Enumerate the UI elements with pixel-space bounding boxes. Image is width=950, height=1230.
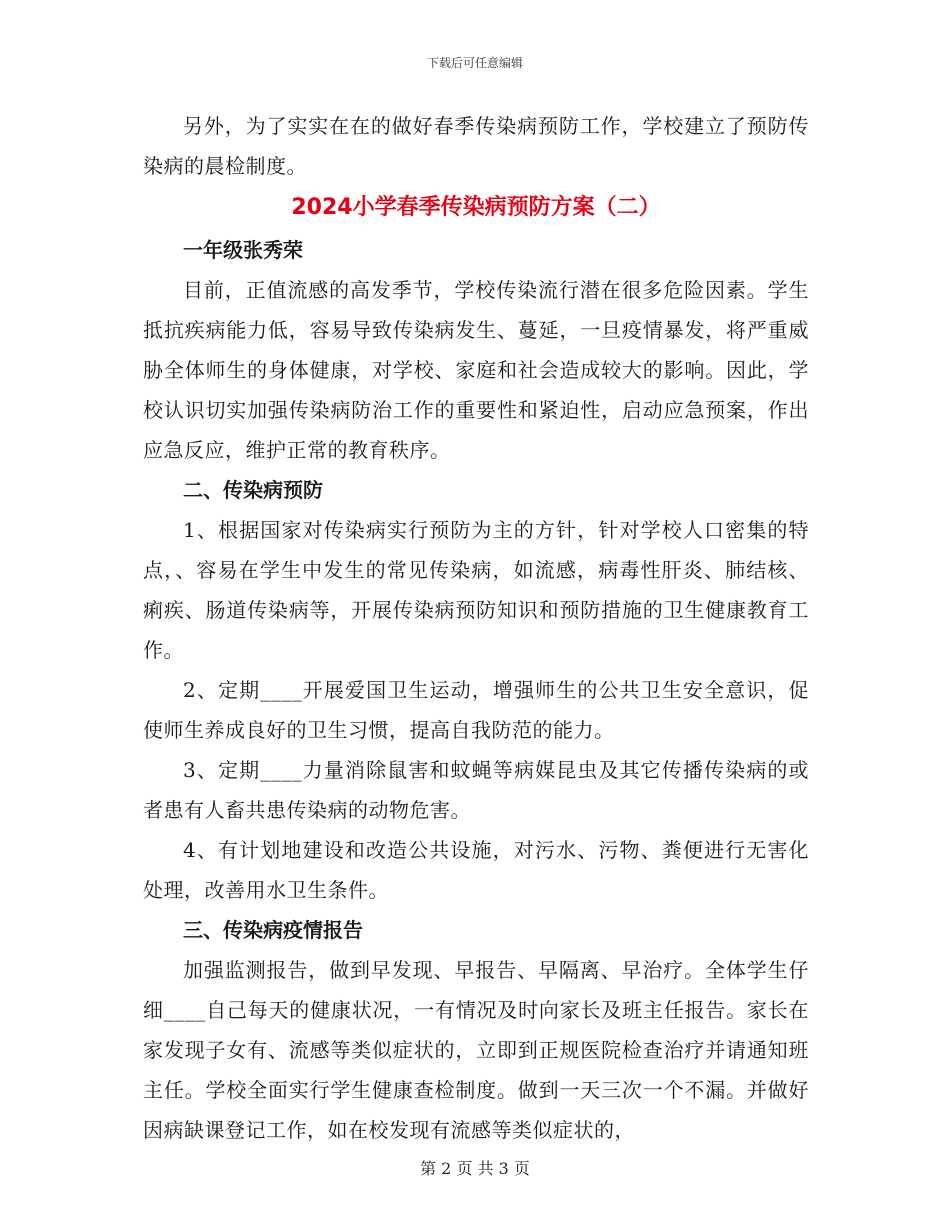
- document-body: [143, 106, 809, 1150]
- prevention-item-3: 3、定期____力量消除鼠害和蚊蝇等病媒昆虫及其它传播传染病的或者患有人畜共患传染病的动物危害。: [143, 758, 809, 822]
- page-number: 第 2 页 共 3 页: [420, 1159, 530, 1178]
- prevention-item-1: 1、根据国家对传染病实行预防为主的方针，针对学校人口密集的特点，、容易在学生中发生的常见传染病，如流感，病毒性肝炎、肺结核、痢疾、肠道传染病等，开展传染病预防知识和预防措施的卫生健康教育工作。: [143, 518, 809, 662]
- section-heading-prevention: 二、传染病预防: [183, 478, 323, 502]
- intro-paragraph: 另外，为了实实在在的做好春季传染病预防工作，学校建立了预防传染病的晨检制度。: [143, 114, 809, 178]
- document-title: 2024小学春季传染病预防方案（二）: [291, 195, 661, 220]
- prevention-item-2: 2、定期____开展爱国卫生运动，增强师生的公共卫生安全意识，促使师生养成良好的卫生习惯，提高自我防范的能力。: [143, 678, 809, 742]
- section-heading-report: 三、传染病疫情报告: [183, 918, 363, 942]
- author-line: 一年级张秀荣: [183, 238, 303, 262]
- paragraph-situation: 目前，正值流感的高发季节，学校传染流行潜在很多危险因素。学生抵抗疾病能力低，容易导致传染病发生、蔓延，一旦疫情暴发，将严重威胁全体师生的身体健康，对学校、家庭和社会造成较大的影响。因此，学校认识切实加强传染病防治工作的重要性和紧迫性，启动应急预案，作出应急反应，维护正常的教育秩序。: [143, 278, 809, 462]
- paragraph-report: 加强监测报告，做到早发现、早报告、早隔离、早治疗。全体学生仔细____自己每天的健康状况，一有情况及时向家长及班主任报告。家长在家发现子女有、流感等类似症状的，立即到正规医院检查治疗并请通知班主任。学校全面实行学生健康查检制度。做到一天三次一个不漏。并做好因病缺课登记工作，如在校发现有流感等类似症状的，: [143, 958, 809, 1142]
- header-note: 下载后可任意编辑: [426, 56, 523, 70]
- prevention-item-4: 4、有计划地建设和改造公共设施，对污水、污物、粪便进行无害化处理，改善用水卫生条件。: [143, 838, 809, 902]
